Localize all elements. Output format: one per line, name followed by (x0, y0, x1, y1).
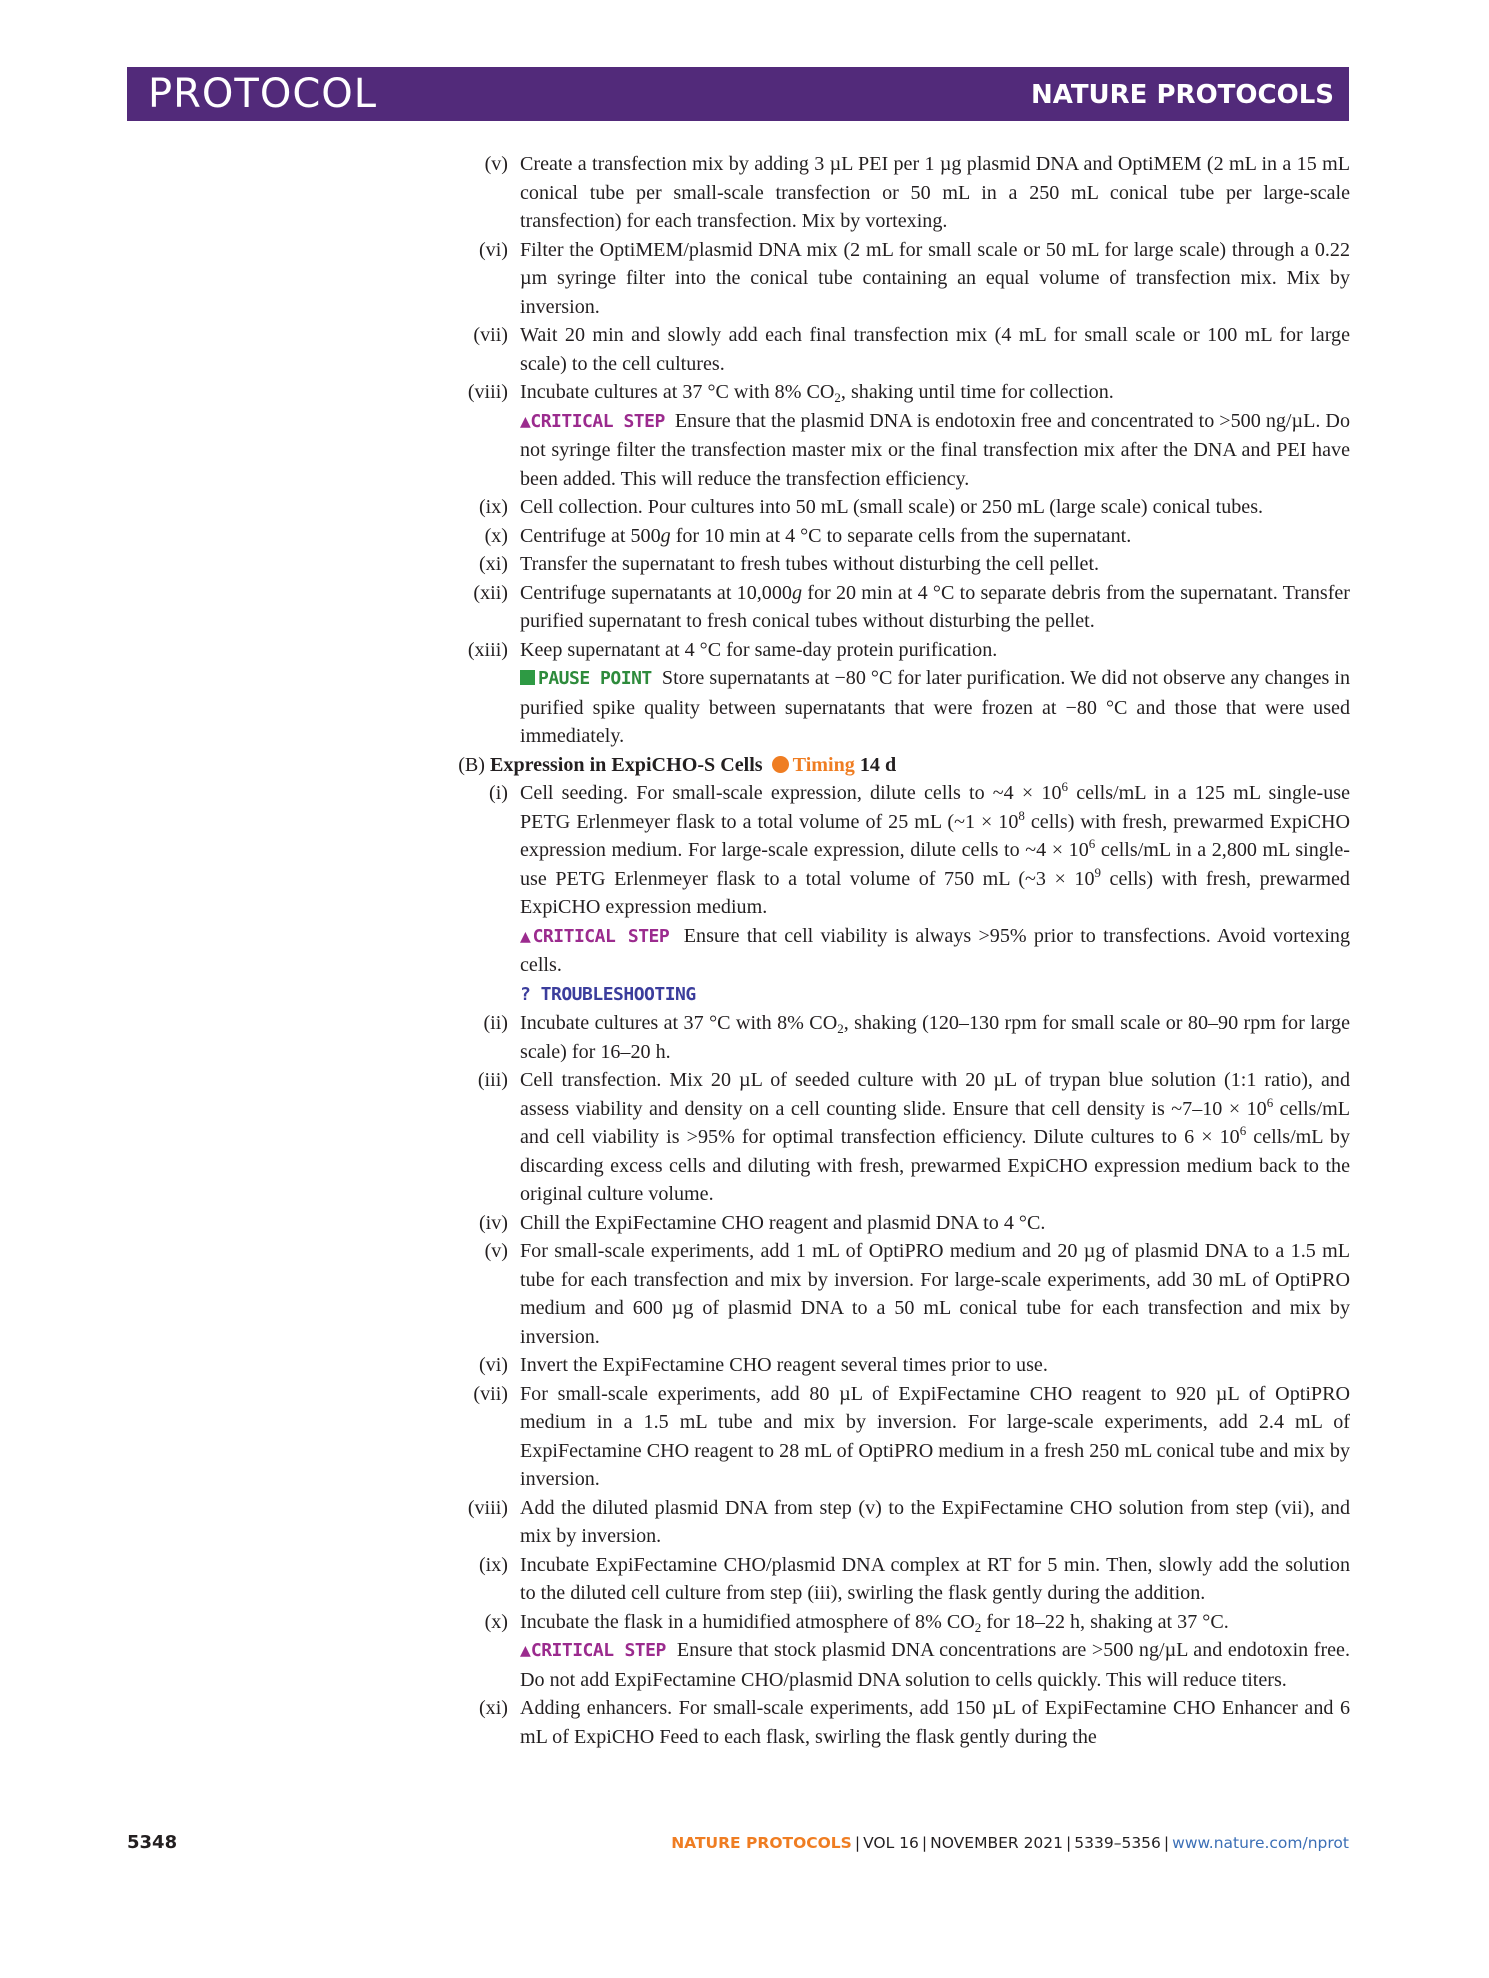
step-a-xii: (xii) Centrifuge supernatants at 10,000g for 20 min at 4 °C to separate debris from the supernatant. Transfer purified supernatant to fresh conical tubes without disturbing the pellet. (473, 581, 1351, 632)
journal-name: NATURE PROTOCOLS (1030, 80, 1334, 110)
troubleshooting-link[interactable]: ? TROUBLESHOOTING (520, 983, 696, 1005)
step-a-ix: (ix) Cell collection. Pour cultures into 50 mL (small scale) or 250 mL (large scale) conical tubes. (478, 496, 1264, 518)
critical-step-note: ▲CRITICAL STEP Ensure that the plasmid DNA is endotoxin free and concentrated to >500 ng/µL. Do not syringe filter the transfection master mix or the final transfection mix after the DNA and PEI have been added. This will reduce the transfection efficiency. (520, 409, 1350, 490)
step-a-v: (v) Create a transfection mix by adding 3 µL PEI per 1 µg plasmid DNA and OptiMEM (2 mL in a 15 mL conical tube per small-scale transfection or 50 mL in a 250 mL conical tube per large-scale transfection) for each transfection. Mix by vortexing. (484, 153, 1350, 232)
step-b-iii: (iii) Cell transfection. Mix 20 µL of seeded culture with 20 µL of trypan blue solution (1:1 ratio), and assess viability and density on a cell counting slide. Ensure that cell density is ~7–10 × $10^6$ cells/mL and cell viability is >95% for optimal transfection efficiency. Dilute cultures to $6 \times 10^6$ cells/mL by discarding excess cells and diluting with fresh, prewarmed ExpiCHO expression medium back to the original culture volume. (477, 1069, 1350, 1205)
critical-step-label: ▲CRITICAL STEP (520, 410, 665, 432)
step-a-vii: (vii) Wait 20 min and slowly add each final transfection mix (4 mL for small scale or 100 mL for large scale) to the cell cultures. (473, 324, 1350, 375)
step-a-vi: (vi) Filter the OptiMEM/plasmid DNA mix (2 mL for small scale or 50 mL for large scale) through a 0.22 µm syringe filter into the conical tube containing an equal volume of transfection mix. Mix by inversion. (478, 238, 1350, 318)
step-a-x: (x) Centrifuge at 500g for 10 min at 4 °C to separate cells from the supernatant. (484, 524, 1132, 547)
footer-volume: VOL 16 (863, 1834, 919, 1852)
footer-date: NOVEMBER 2021 (930, 1834, 1064, 1852)
step-b-ii: (ii) Incubate cultures at 37 °C with 8% $CO_2$, shaking (120–130 rpm for small scale or 80–90 rpm for large scale) for 16–20 h. (483, 1012, 1350, 1063)
pause-square-icon (520, 670, 535, 685)
step-b-iv: (iv) Chill the ExpiFectamine CHO reagent and plasmid DNA to 4 °C. (478, 1211, 1046, 1234)
protocol-body (445, 150, 1350, 1751)
footer-pages: 5339–5356 (1074, 1834, 1161, 1852)
step-b-viii: (viii) Add the diluted plasmid DNA from step (v) to the ExpiFectamine CHO solution from step (vii), and mix by inversion. (467, 1496, 1350, 1547)
page-number: 5348 (127, 1832, 178, 1853)
step-a-xiii: (xiii) Keep supernatant at 4 °C for same-day protein purification. (467, 638, 998, 661)
pause-point-label: PAUSE POINT (520, 668, 652, 689)
step-a-viii: (viii) Incubate cultures at 37 °C with 8% $CO_2$, shaking until time for collection. (467, 381, 1114, 405)
step-a-xi: (xi) Transfer the supernatant to fresh tubes without disturbing the cell pellet. (478, 553, 1100, 575)
step-b-ix: (ix) Incubate ExpiFectamine CHO/plasmid DNA complex at RT for 5 min. Then, slowly add the solution to the diluted cell culture from step (iii), swirling the flask gently during the addition. (478, 1553, 1350, 1604)
pause-point-note: PAUSE POINT Store supernatants at −80 °C for later purification. We did not observe any changes in purified spike quality between supernatants that were frozen at −80 °C and those that were used immediately. (520, 667, 1350, 747)
section-label: PROTOCOL (148, 71, 378, 117)
critical-step-label: ▲CRITICAL STEP (520, 1640, 666, 1661)
timing-clock-icon (772, 756, 789, 773)
header-bar (127, 67, 1349, 121)
step-b-xi: (xi) Adding enhancers. For small-scale experiments, add 150 µL of ExpiFectamine CHO Enhancer and 6 mL of ExpiCHO Feed to each flask, swirling the flask gently during the (478, 1697, 1350, 1748)
step-b-vi: (vi) Invert the ExpiFectamine CHO reagent several times prior to use. (478, 1354, 1048, 1376)
section-b-heading: (B) Expression in ExpiCHO-S Cells Timing 14 d (458, 753, 897, 776)
step-b-i: (i) Cell seeding. For small-scale expression, dilute cells to ~4 × $10^6$ cells/mL in a 125 mL single-use PETG Erlenmeyer flask to a total volume of 25 mL (~1 × $10^8$ cells) with fresh, prewarmed ExpiCHO expression medium. For large-scale expression, dilute cells to ~4 × $10^6$ cells/mL in a 2,800 mL single-use PETG Erlenmeyer flask to a total volume of 750 mL (~3 × $10^9$ cells) with fresh, prewarmed ExpiCHO expression medium. (489, 779, 1350, 918)
footer-citation: NATURE PROTOCOLS | VOL 16 | NOVEMBER 2021 | 5339–5356 | www.nature.com/nprot (671, 1834, 1349, 1852)
footer-url-link[interactable]: www.nature.com/nprot (1172, 1834, 1349, 1852)
step-b-x: (x) Incubate the flask in a humidified atmosphere of 8% $CO_2$ for 18–22 h, shaking at 37 °C. (484, 1610, 1229, 1635)
step-b-vii: (vii) For small-scale experiments, add 80 µL of ExpiFectamine CHO reagent to 920 µL of OptiPRO medium in a 1.5 mL tube and mix by inversion. For large-scale experiments, add 2.4 mL of ExpiFectamine CHO reagent to 28 mL of OptiPRO medium in a fresh 250 mL conical tube and mix by inversion. (473, 1382, 1350, 1490)
critical-step-note: ▲CRITICAL STEP Ensure that stock plasmid DNA concentrations are >500 ng/µL and endotoxin free. Do not add ExpiFectamine CHO/plasmid DNA solution to cells quickly. This will reduce titers. (520, 1639, 1351, 1691)
critical-step-label: ▲CRITICAL STEP (520, 925, 670, 947)
footer-journal: NATURE PROTOCOLS (671, 1834, 852, 1852)
step-b-v: (v) For small-scale experiments, add 1 mL of OptiPRO medium and 20 µg of plasmid DNA to a 1.5 mL tube for each transfection and mix by inversion. For large-scale experiments, add 30 mL of OptiPRO medium and 600 µg of plasmid DNA to a 50 mL conical tube for each transfection and mix by inversion. (484, 1240, 1350, 1348)
critical-step-note: ▲CRITICAL STEP Ensure that cell viability is always >95% prior to transfections. Avoid vortexing cells. (520, 924, 1350, 976)
